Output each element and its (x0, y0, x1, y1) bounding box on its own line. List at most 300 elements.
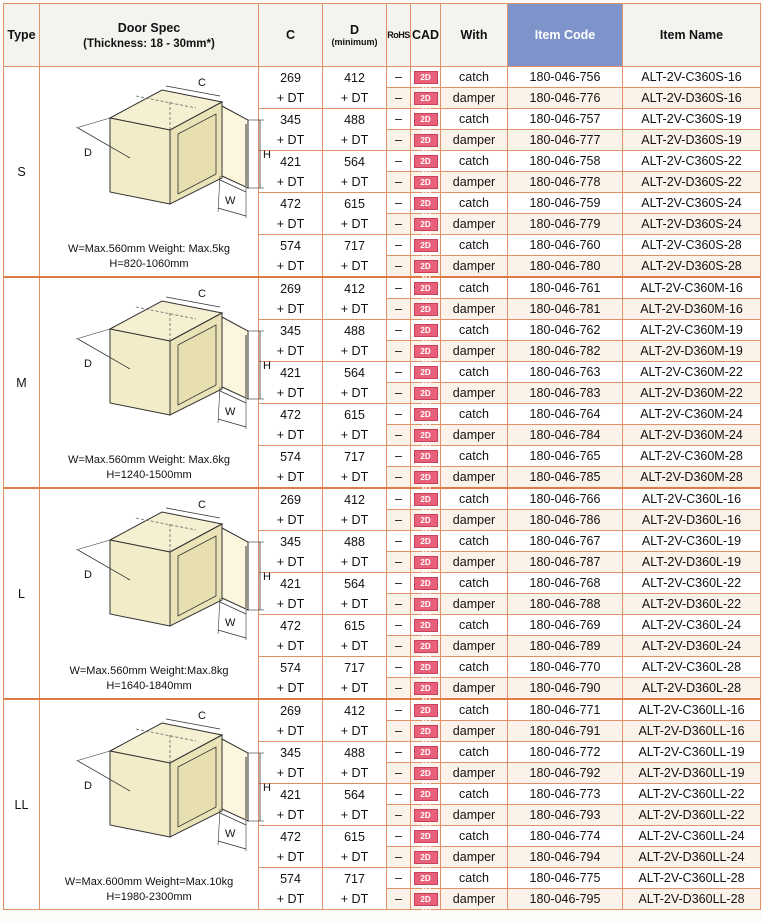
header-door-spec (40, 4, 259, 67)
d-value-cell (323, 404, 387, 446)
spec-caption-line2: H=1640-1840mm (106, 679, 192, 692)
rohs-mark: – (387, 109, 411, 130)
cad-download-icon[interactable]: 2D (414, 682, 438, 695)
item-code-cell: 180-046-791 (508, 721, 623, 742)
d-dimension-label: D (84, 568, 92, 581)
spec-table (3, 3, 761, 916)
table-row (4, 488, 761, 510)
rohs-mark: – (387, 299, 411, 320)
rohs-mark: – (387, 657, 411, 678)
with-cell: damper (441, 256, 508, 278)
h-dimension-label: H (263, 359, 271, 372)
c-plus-dt: + DT (276, 723, 305, 738)
door-spec-cell (40, 699, 271, 910)
rohs-mark: – (387, 235, 411, 256)
cad-download-icon[interactable]: 2D (414, 619, 438, 632)
door-spec-cell (40, 67, 271, 278)
cad-cell (411, 531, 441, 552)
cad-cell (411, 172, 441, 193)
cad-download-icon[interactable]: 2D (414, 493, 438, 506)
d-value: 564 (344, 154, 365, 169)
cad-download-icon[interactable]: 2D (414, 556, 438, 569)
rohs-mark: – (387, 383, 411, 404)
c-plus-dt: + DT (276, 596, 305, 611)
c-plus-dt: + DT (276, 216, 305, 231)
item-code-cell: 180-046-762 (508, 320, 623, 341)
d-value: 615 (344, 407, 365, 422)
cabinet-diagram (70, 287, 270, 437)
item-code-cell: 180-046-760 (508, 235, 623, 256)
cad-cell (411, 214, 441, 235)
cad-download-icon[interactable]: 2D (414, 851, 438, 864)
d-plus-dt: + DT (340, 512, 369, 527)
c-plus-dt: + DT (276, 258, 305, 273)
d-value: 488 (344, 534, 365, 549)
cabinet-door (222, 317, 248, 399)
table-row (4, 699, 761, 721)
item-code-cell: 180-046-777 (508, 130, 623, 151)
cabinet-side (110, 118, 170, 204)
cabinet-diagram (70, 498, 270, 648)
item-code-cell: 180-046-767 (508, 531, 623, 552)
d-value: 717 (344, 238, 365, 253)
c-value: 345 (280, 323, 301, 338)
rohs-mark: – (387, 594, 411, 615)
c-plus-dt: + DT (276, 301, 305, 316)
d-plus-dt: + DT (340, 216, 369, 231)
with-cell: damper (441, 425, 508, 446)
cad-download-icon[interactable]: 2D (414, 92, 438, 105)
rohs-mark: – (387, 320, 411, 341)
rohs-mark: – (387, 256, 411, 278)
with-cell: catch (441, 235, 508, 256)
cad-download-icon[interactable]: 2D 3D (414, 893, 438, 906)
item-code-cell: 180-046-794 (508, 847, 623, 868)
cad-download-icon[interactable]: 2D (414, 239, 438, 252)
rohs-mark: – (387, 868, 411, 889)
rohs-mark: – (387, 67, 411, 88)
with-cell: catch (441, 615, 508, 636)
cad-download-icon[interactable]: 2D (414, 535, 438, 548)
item-name-cell: ALT-2V-D360S-24 (623, 214, 761, 235)
d-value: 412 (344, 281, 365, 296)
with-cell: damper (441, 130, 508, 151)
item-code-cell: 180-046-786 (508, 510, 623, 531)
cad-cell (411, 721, 441, 742)
c-value: 345 (280, 745, 301, 760)
with-cell: catch (441, 868, 508, 889)
item-name-cell: ALT-2V-C360LL-24 (623, 826, 761, 847)
rohs-mark: – (387, 467, 411, 489)
cad-download-icon[interactable]: 2D (414, 303, 438, 316)
with-cell: catch (441, 193, 508, 214)
item-code-cell: 180-046-761 (508, 277, 623, 299)
d-dimension-label: D (84, 357, 92, 370)
cad-cell (411, 889, 441, 916)
cabinet-diagram (70, 76, 270, 226)
with-cell: damper (441, 299, 508, 320)
header-rohs: RoHS (387, 4, 411, 67)
item-code-cell: 180-046-774 (508, 826, 623, 847)
d-extension-line (76, 751, 110, 761)
item-name-cell: ALT-2V-D360S-19 (623, 130, 761, 151)
rohs-mark: – (387, 446, 411, 467)
rohs-mark: – (387, 721, 411, 742)
rohs-mark: – (387, 742, 411, 763)
w-dimension-label: W (225, 616, 236, 629)
d-value-cell (323, 615, 387, 657)
cad-cell (411, 404, 441, 425)
c-plus-dt: + DT (276, 174, 305, 189)
item-name-cell: ALT-2V-D360S-22 (623, 172, 761, 193)
d-value-cell (323, 488, 387, 531)
with-cell: catch (441, 151, 508, 172)
h-dimension-label: H (263, 781, 271, 794)
d-value-cell (323, 531, 387, 573)
w-dimension-line (218, 419, 246, 427)
d-plus-dt: + DT (340, 385, 369, 400)
door-spec-figure (40, 490, 271, 698)
item-code-cell: 180-046-789 (508, 636, 623, 657)
rohs-mark: – (387, 889, 411, 910)
d-value: 412 (344, 70, 365, 85)
cad-download-icon[interactable]: 2D (414, 408, 438, 421)
door-spec-cell (40, 488, 271, 699)
w-dimension-label: W (225, 827, 236, 840)
cad-download-icon[interactable]: 2D (414, 282, 438, 295)
d-value: 412 (344, 492, 365, 507)
item-name-cell: ALT-2V-C360LL-19 (623, 742, 761, 763)
cad-download-icon[interactable]: 2D (414, 366, 438, 379)
c-value: 472 (280, 196, 301, 211)
cad-cell (411, 88, 441, 109)
d-dimension-label: D (84, 779, 92, 792)
d-extension-line (76, 329, 110, 339)
item-name-cell: ALT-2V-D360L-28 (623, 678, 761, 700)
item-code-cell: 180-046-793 (508, 805, 623, 826)
c-plus-dt: + DT (276, 765, 305, 780)
cad-download-icon[interactable]: 2D (414, 450, 438, 463)
w-dimension-line (218, 841, 246, 849)
c-value: 269 (280, 281, 301, 296)
with-cell: catch (441, 320, 508, 341)
item-name-cell: ALT-2V-D360LL-28 (623, 889, 761, 910)
d-value: 615 (344, 829, 365, 844)
cad-download-icon[interactable]: 2D (414, 809, 438, 822)
item-name-cell: ALT-2V-C360L-22 (623, 573, 761, 594)
c-plus-dt: + DT (276, 469, 305, 484)
item-name-cell: ALT-2V-D360LL-16 (623, 721, 761, 742)
with-cell: damper (441, 594, 508, 615)
with-cell: catch (441, 404, 508, 425)
with-cell: catch (441, 362, 508, 383)
d-value: 717 (344, 660, 365, 675)
cad-cell (411, 467, 441, 489)
cad-download-icon[interactable]: 2D (414, 598, 438, 611)
with-cell: damper (441, 172, 508, 193)
item-code-cell: 180-046-790 (508, 678, 623, 700)
spec-caption-line2: H=820-1060mm (109, 257, 189, 270)
rohs-mark: – (387, 214, 411, 235)
h-dimension-label: H (263, 148, 271, 161)
header-thickness: (Thickness: 18 - 30mm*) (83, 37, 215, 50)
rohs-mark: – (387, 699, 411, 721)
item-code-cell: 180-046-779 (508, 214, 623, 235)
c-plus-dt: + DT (276, 385, 305, 400)
d-plus-dt: + DT (340, 258, 369, 273)
with-cell: catch (441, 826, 508, 847)
cad-download-icon[interactable]: 2D (414, 746, 438, 759)
item-code-cell: 180-046-775 (508, 868, 623, 889)
door-spec-cell (40, 277, 271, 488)
d-plus-dt: + DT (340, 301, 369, 316)
cad-download-icon[interactable]: 2D (414, 704, 438, 717)
c-plus-dt: + DT (276, 807, 305, 822)
item-name-cell: ALT-2V-C360M-16 (623, 277, 761, 299)
cabinet-door (222, 739, 248, 821)
d-value-cell (323, 151, 387, 193)
c-dimension-label: C (198, 287, 206, 300)
d-value: 564 (344, 576, 365, 591)
cad-cell (411, 299, 441, 320)
cad-cell (411, 320, 441, 341)
rohs-mark: – (387, 847, 411, 868)
header-item-name: Item Name (623, 4, 761, 67)
cad-download-icon[interactable]: 2D (414, 324, 438, 337)
with-cell: catch (441, 109, 508, 130)
c-dimension-label: C (198, 498, 206, 511)
cad-download-icon[interactable]: 2D (414, 429, 438, 442)
d-value-cell (323, 109, 387, 151)
item-name-cell: ALT-2V-C360LL-28 (623, 868, 761, 889)
type-cell: LL (4, 699, 40, 910)
item-code-cell: 180-046-768 (508, 573, 623, 594)
c-value-cell (259, 868, 323, 910)
item-name-cell: ALT-2V-C360LL-22 (623, 784, 761, 805)
with-cell: catch (441, 446, 508, 467)
item-name-cell: ALT-2V-C360S-19 (623, 109, 761, 130)
d-value: 717 (344, 449, 365, 464)
item-name-cell: ALT-2V-C360M-28 (623, 446, 761, 467)
cad-cell (411, 383, 441, 404)
cad-download-icon[interactable]: 2D (414, 830, 438, 843)
spec-caption-line2: H=1240-1500mm (106, 468, 192, 481)
cad-download-icon[interactable]: 2D (414, 197, 438, 210)
d-plus-dt: + DT (340, 638, 369, 653)
with-cell: damper (441, 721, 508, 742)
item-code-cell: 180-046-770 (508, 657, 623, 678)
cad-cell (411, 510, 441, 531)
d-value-cell (323, 320, 387, 362)
item-code-cell: 180-046-778 (508, 172, 623, 193)
header-d (323, 4, 387, 67)
item-code-cell: 180-046-783 (508, 383, 623, 404)
cad-download-icon[interactable]: 2D (414, 514, 438, 527)
c-value: 574 (280, 238, 301, 253)
d-dimension-label: D (84, 146, 92, 159)
cad-download-icon[interactable]: 2D (414, 134, 438, 147)
d-value: 488 (344, 745, 365, 760)
with-cell: damper (441, 467, 508, 489)
c-value: 574 (280, 449, 301, 464)
c-plus-dt: + DT (276, 343, 305, 358)
spec-caption-line1: W=Max.560mm Weight: Max.6kg (67, 453, 231, 466)
header-c: C (259, 4, 323, 67)
cad-download-icon[interactable]: 2D (414, 725, 438, 738)
header-item-code: Item Code (508, 4, 623, 67)
d-plus-dt: + DT (340, 132, 369, 147)
item-name-cell: ALT-2V-C360M-19 (623, 320, 761, 341)
with-cell: damper (441, 636, 508, 657)
item-code-cell: 180-046-782 (508, 341, 623, 362)
item-name-cell: ALT-2V-C360LL-16 (623, 699, 761, 721)
item-name-cell: ALT-2V-C360S-16 (623, 67, 761, 88)
c-value: 269 (280, 70, 301, 85)
d-value-cell (323, 784, 387, 826)
cad-download-icon[interactable]: 2D (414, 218, 438, 231)
c-value-cell (259, 235, 323, 278)
d-value: 564 (344, 365, 365, 380)
item-code-cell: 180-046-772 (508, 742, 623, 763)
c-value: 472 (280, 407, 301, 422)
item-name-cell: ALT-2V-C360S-24 (623, 193, 761, 214)
with-cell: damper (441, 805, 508, 826)
cad-download-icon[interactable]: 2D (414, 387, 438, 400)
cad-download-icon[interactable]: 2D (414, 71, 438, 84)
rohs-mark: – (387, 172, 411, 193)
w-extension-line (218, 598, 220, 634)
cad-download-icon[interactable]: 2D (414, 345, 438, 358)
rohs-mark: – (387, 425, 411, 446)
item-code-cell: 180-046-781 (508, 299, 623, 320)
door-spec-figure (40, 279, 271, 487)
c-value: 421 (280, 154, 301, 169)
rohs-mark: – (387, 130, 411, 151)
cad-download-icon[interactable]: 2D (414, 577, 438, 590)
c-value-cell (259, 446, 323, 489)
c-dimension-label: C (198, 709, 206, 722)
cad-cell (411, 362, 441, 383)
c-value: 472 (280, 829, 301, 844)
item-code-cell: 180-046-765 (508, 446, 623, 467)
item-code-cell: 180-046-763 (508, 362, 623, 383)
header-type: Type (4, 4, 40, 67)
cad-download-icon[interactable]: 2D (414, 260, 438, 273)
cad-cell (411, 109, 441, 130)
type-cell: L (4, 488, 40, 699)
with-cell: damper (441, 889, 508, 910)
c-value: 345 (280, 112, 301, 127)
d-plus-dt: + DT (340, 891, 369, 906)
rohs-mark: – (387, 573, 411, 594)
d-extension-line (76, 118, 110, 128)
d-value: 615 (344, 618, 365, 633)
cad-download-icon[interactable]: 2D (414, 872, 438, 885)
item-code-cell: 180-046-776 (508, 88, 623, 109)
c-value: 345 (280, 534, 301, 549)
d-plus-dt: + DT (340, 849, 369, 864)
c-value: 421 (280, 787, 301, 802)
item-code-cell: 180-046-758 (508, 151, 623, 172)
rohs-mark: – (387, 636, 411, 657)
header-d-sub: (minimum) (331, 37, 378, 47)
with-cell: catch (441, 742, 508, 763)
c-value: 574 (280, 871, 301, 886)
cad-download-icon[interactable]: 2D (414, 176, 438, 189)
with-cell: damper (441, 763, 508, 784)
item-name-cell: ALT-2V-C360S-22 (623, 151, 761, 172)
cad-download-icon[interactable]: 2D (414, 788, 438, 801)
item-code-cell: 180-046-773 (508, 784, 623, 805)
item-name-cell: ALT-2V-C360M-22 (623, 362, 761, 383)
item-name-cell: ALT-2V-D360S-16 (623, 88, 761, 109)
cabinet-door (222, 106, 248, 188)
with-cell: damper (441, 214, 508, 235)
item-code-cell: 180-046-766 (508, 488, 623, 510)
cad-download-icon[interactable]: 2D (414, 471, 438, 484)
d-plus-dt: + DT (340, 554, 369, 569)
table-row (4, 277, 761, 299)
c-plus-dt: + DT (276, 512, 305, 527)
cad-cell (411, 425, 441, 446)
with-cell: catch (441, 277, 508, 299)
c-value: 269 (280, 492, 301, 507)
rohs-mark: – (387, 805, 411, 826)
c-plus-dt: + DT (276, 849, 305, 864)
type-cell: M (4, 277, 40, 488)
d-plus-dt: + DT (340, 723, 369, 738)
d-value: 717 (344, 871, 365, 886)
cad-cell (411, 805, 441, 826)
c-plus-dt: + DT (276, 90, 305, 105)
spec-caption-line1: W=Max.600mm Weight=Max.10kg (64, 875, 234, 888)
with-cell: catch (441, 699, 508, 721)
cad-cell (411, 446, 441, 467)
cad-cell (411, 678, 441, 700)
item-code-cell: 180-046-795 (508, 889, 623, 910)
d-value: 615 (344, 196, 365, 211)
c-plus-dt: + DT (276, 680, 305, 695)
type-cell: S (4, 67, 40, 278)
cabinet-side (110, 329, 170, 415)
d-extension-line (76, 540, 110, 550)
rohs-mark: – (387, 277, 411, 299)
item-name-cell: ALT-2V-C360L-28 (623, 657, 761, 678)
with-cell: catch (441, 531, 508, 552)
item-code-cell: 180-046-785 (508, 467, 623, 489)
item-name-cell: ALT-2V-D360L-24 (623, 636, 761, 657)
item-code-cell: 180-046-769 (508, 615, 623, 636)
d-plus-dt: + DT (340, 90, 369, 105)
d-value-cell (323, 67, 387, 109)
c-plus-dt: + DT (276, 554, 305, 569)
item-name-cell: ALT-2V-D360M-24 (623, 425, 761, 446)
d-value-cell (323, 235, 387, 278)
d-value: 412 (344, 703, 365, 718)
cad-download-icon[interactable]: 2D (414, 113, 438, 126)
cad-cell (411, 742, 441, 763)
cad-download-icon[interactable]: 2D (414, 661, 438, 674)
item-name-cell: ALT-2V-D360L-16 (623, 510, 761, 531)
cad-download-icon[interactable]: 2D (414, 767, 438, 780)
cad-download-icon[interactable]: 2D (414, 155, 438, 168)
rohs-mark: – (387, 784, 411, 805)
cad-cell (411, 615, 441, 636)
w-extension-line (218, 809, 220, 845)
with-cell: damper (441, 341, 508, 362)
rohs-mark: – (387, 341, 411, 362)
cad-download-icon[interactable]: 2D (414, 640, 438, 653)
